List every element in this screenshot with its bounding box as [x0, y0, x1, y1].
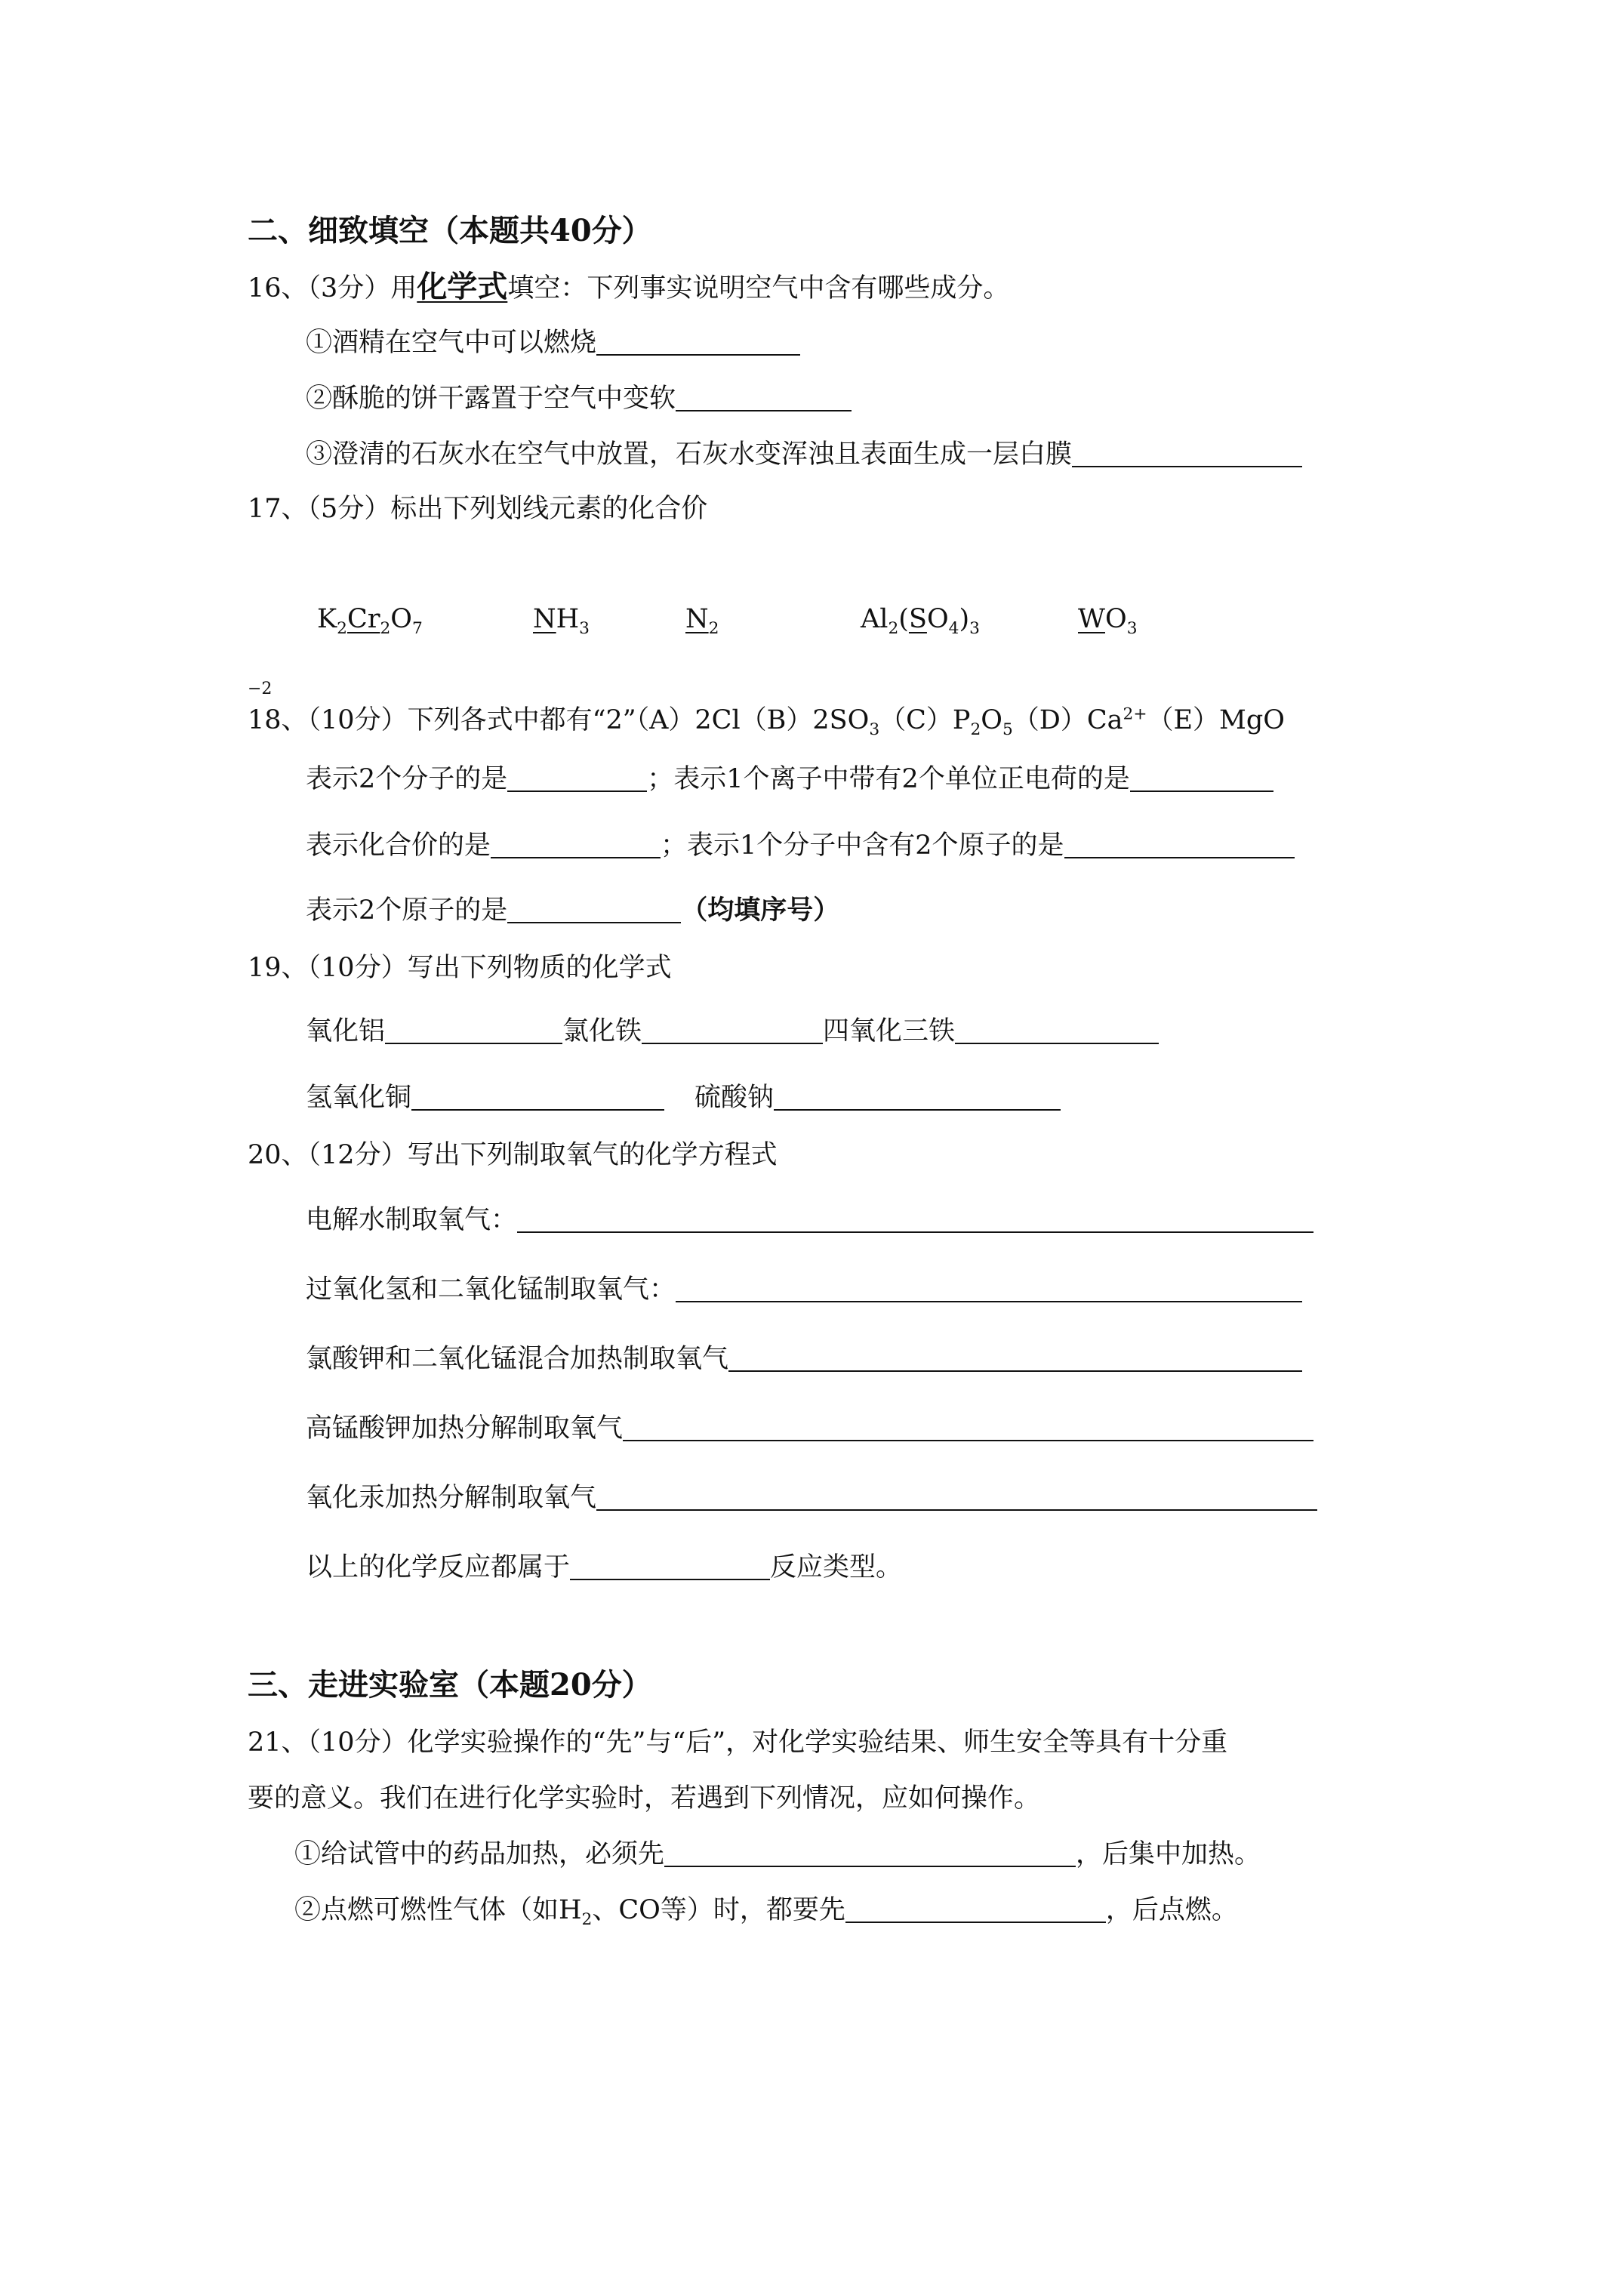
formula-k2cr2o7-k-sub: 2 — [337, 619, 347, 638]
compound-label-2: 氯化铁 — [562, 1016, 642, 1046]
answer-blank-18-5[interactable] — [507, 892, 681, 923]
question-18-sub-2: 2 — [970, 720, 981, 739]
question-16-number: 16、（3分）用 — [248, 273, 417, 304]
question-19 — [248, 948, 672, 988]
formula-al2so43-paren-sub: 3 — [969, 619, 980, 638]
formula-nh3-h-sub: 3 — [579, 619, 590, 638]
question-18-text-2: （C）P — [879, 705, 971, 735]
question-20-item-1-text: 电解水制取氧气： — [306, 1205, 518, 1235]
answer-blank-21-2[interactable] — [845, 1891, 1106, 1923]
question-20-text: 20、（12分）写出下列制取氧气的化学方程式 — [248, 1140, 778, 1170]
formula-k2cr2o7-o-sub: 7 — [412, 619, 423, 638]
question-18-line-3-b: （均填序号） — [681, 895, 840, 926]
section-3-close: 分） — [591, 1667, 652, 1703]
formula-wo3 — [1078, 599, 1138, 639]
formula-al2so43-o-sub: 4 — [948, 619, 959, 638]
compound-label-4: 氢氧化铜 — [306, 1083, 412, 1113]
compound-label-1: 氧化铝 — [306, 1016, 386, 1046]
formula-al2so43-o: O — [926, 604, 949, 634]
question-18-text-4: （D）Ca — [1012, 705, 1123, 735]
formula-k2cr2o7 — [317, 599, 423, 639]
section-2-score: 40 — [550, 213, 592, 248]
question-18-line-2-b: ；表示1个分子中含有2个原子的是 — [661, 831, 1064, 861]
question-21-item-1-b: ，后集中加热。 — [1076, 1839, 1261, 1869]
formula-k2cr2o7-k: K — [317, 604, 337, 634]
valence-mark: −2 — [248, 680, 273, 698]
question-21-line-1-text: 21、（10分）化学实验操作的“先”与“后”，对化学实验结果、师生安全等具有十分重 — [248, 1727, 1228, 1758]
question-16-item-1-text: ①酒精在空气中可以燃烧 — [306, 328, 597, 358]
formula-nh3 — [533, 599, 590, 639]
section-3-score: 20 — [550, 1667, 592, 1703]
question-21-item-1-a: ①给试管中的药品加热，必须先 — [294, 1839, 665, 1869]
question-17 — [248, 489, 707, 529]
answer-blank-21-1[interactable] — [664, 1835, 1076, 1867]
question-16-emphasis: 化学式 — [417, 269, 508, 304]
compound-label-5: 硫酸钠 — [694, 1083, 775, 1113]
question-18-line-1-a: 表示2个分子的是 — [306, 764, 508, 794]
question-20-item-2-text: 过氧化氢和二氧化锰制取氧气： — [306, 1274, 676, 1305]
question-21-item-2 — [294, 1891, 1238, 1930]
formula-k2cr2o7-cr-sub: 2 — [380, 619, 391, 638]
question-18-line-3-a: 表示2个原子的是 — [306, 895, 508, 926]
answer-blank-20-6[interactable] — [570, 1549, 770, 1580]
formula-nh3-h: H — [556, 604, 580, 634]
question-21-item-2-sub: 2 — [581, 1910, 593, 1929]
section-2-heading — [248, 211, 652, 251]
formula-al2so43-s: S — [908, 604, 927, 634]
question-21-item-2-c: ，后点燃。 — [1105, 1895, 1238, 1925]
section-3-heading — [248, 1666, 652, 1705]
answer-blank-18-1[interactable] — [507, 760, 647, 792]
question-21-item-1 — [294, 1835, 1261, 1874]
formula-al2so43-paren-close: ) — [959, 604, 970, 634]
question-21-line-1 — [248, 1723, 1227, 1762]
question-20-item-3-text: 氯酸钾和二氧化锰混合加热制取氧气 — [306, 1344, 729, 1374]
question-16-text: 填空：下列事实说明空气中含有哪些成分。 — [507, 273, 1010, 304]
answer-blank-20-5[interactable] — [596, 1479, 1317, 1511]
question-19-text: 19、（10分）写出下列物质的化学式 — [248, 953, 672, 983]
question-17-text: 17、（5分）标出下列划线元素的化合价 — [248, 494, 708, 524]
question-20-item-4 — [306, 1409, 1313, 1448]
question-20 — [248, 1136, 778, 1175]
question-16-item-1 — [306, 323, 800, 362]
formula-wo3-w: W — [1078, 604, 1105, 634]
answer-blank-19-4[interactable] — [411, 1079, 664, 1111]
question-18-text-3: O — [981, 705, 1002, 735]
question-18-sub-3: 5 — [1002, 720, 1013, 739]
question-18-line-1-b: ；表示1个离子中带有2个单位正电荷的是 — [647, 764, 1130, 794]
formula-nh3-n: N — [533, 604, 556, 634]
question-16-item-2-text: ②酥脆的饼干露置于空气中变软 — [306, 384, 676, 414]
answer-blank-20-1[interactable] — [517, 1201, 1313, 1233]
question-18-sub-1: 3 — [869, 720, 880, 739]
answer-blank-19-2[interactable] — [642, 1012, 823, 1044]
question-21-item-2-a: ②点燃可燃性气体（如H — [294, 1895, 582, 1925]
question-19-row-2 — [306, 1078, 1061, 1117]
question-18-text-5: （E）MgO — [1147, 705, 1285, 735]
answer-blank-19-1[interactable] — [385, 1012, 562, 1044]
question-16-item-3-text: ③澄清的石灰水在空气中放置，石灰水变浑浊且表面生成一层白膜 — [306, 439, 1073, 470]
question-20-item-1 — [306, 1200, 1313, 1240]
question-21-item-2-b: 、CO等）时，都要先 — [592, 1895, 845, 1925]
question-20-item-3 — [306, 1339, 1302, 1379]
section-3-title: 三、走进实验室（本题 — [248, 1667, 550, 1703]
question-18-line-1 — [306, 760, 1273, 799]
question-16-item-3 — [306, 435, 1302, 474]
question-19-row-1 — [306, 1012, 1159, 1051]
question-20-final — [306, 1548, 902, 1587]
formula-n2 — [685, 599, 719, 639]
compound-label-3: 四氧化三铁 — [823, 1016, 956, 1046]
formula-n2-n: N — [685, 604, 709, 634]
answer-blank-16-1[interactable] — [596, 324, 800, 356]
question-18 — [248, 701, 1285, 740]
answer-blank-19-3[interactable] — [955, 1012, 1159, 1044]
answer-blank-20-3[interactable] — [728, 1340, 1302, 1372]
formula-k2cr2o7-cr: Cr — [346, 604, 380, 634]
answer-blank-16-2[interactable] — [676, 380, 852, 411]
question-20-item-4-text: 高锰酸钾加热分解制取氧气 — [306, 1413, 624, 1444]
section-2-close: 分） — [591, 213, 652, 248]
formula-k2cr2o7-o: O — [390, 604, 412, 634]
question-20-final-a: 以上的化学反应都属于 — [306, 1552, 571, 1583]
answer-blank-20-2[interactable] — [676, 1271, 1302, 1302]
formula-wo3-o: O — [1104, 604, 1127, 634]
question-18-sup: 2+ — [1123, 704, 1147, 724]
question-18-line-3 — [306, 891, 839, 930]
formula-al2so43-paren-open: ( — [898, 604, 909, 634]
answer-blank-18-3[interactable] — [491, 827, 661, 858]
formula-al2so43-al: Al — [861, 604, 888, 634]
question-16-item-2 — [306, 379, 852, 418]
answer-blank-16-3[interactable] — [1072, 436, 1302, 467]
answer-blank-19-5[interactable] — [774, 1079, 1061, 1111]
question-18-line-2-a: 表示化合价的是 — [306, 831, 491, 861]
section-2-title: 二、细致填空（本题共 — [248, 213, 550, 248]
formula-wo3-o-sub: 3 — [1126, 619, 1138, 638]
question-16 — [248, 267, 1009, 308]
answer-blank-20-4[interactable] — [623, 1410, 1313, 1441]
question-20-item-5 — [306, 1478, 1317, 1518]
question-18-line-2 — [306, 826, 1295, 865]
question-20-item-5-text: 氧化汞加热分解制取氧气 — [306, 1483, 597, 1513]
question-18-text-1: 18、（10分）下列各式中都有“2”（A）2Cl（B）2SO — [248, 705, 870, 735]
question-20-item-2 — [306, 1270, 1302, 1309]
answer-blank-18-2[interactable] — [1130, 760, 1273, 792]
question-21-line-2-text: 要的意义。我们在进行化学实验时，若遇到下列情况，应如何操作。 — [248, 1783, 1041, 1814]
question-21-line-2 — [248, 1779, 1040, 1818]
formula-al2so43 — [861, 599, 980, 639]
formula-al2so43-al-sub: 2 — [888, 619, 899, 638]
question-20-final-b: 反应类型。 — [770, 1552, 903, 1583]
answer-blank-18-4[interactable] — [1064, 827, 1295, 858]
formula-n2-n-sub: 2 — [708, 619, 719, 638]
